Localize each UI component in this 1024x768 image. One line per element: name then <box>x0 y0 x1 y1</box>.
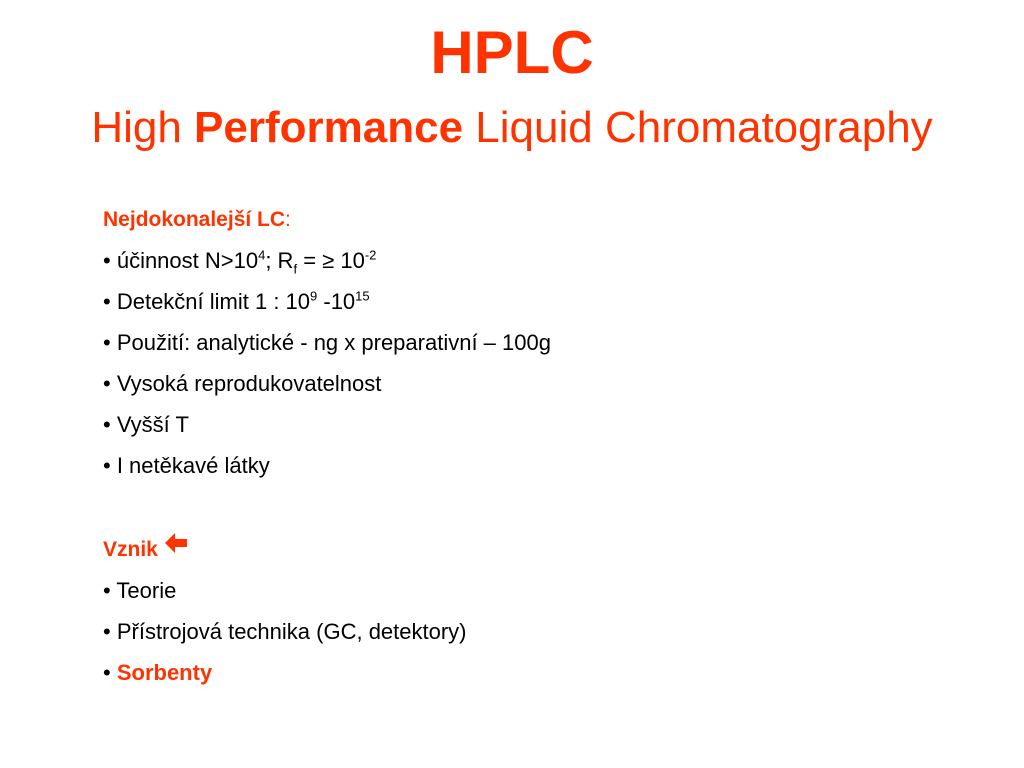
section-heading-origin <box>103 530 983 570</box>
sorbents-text: Sorbenty <box>116 660 213 686</box>
section-heading-text: Vznik <box>103 538 158 561</box>
retention-factor-value: = ≥ 10 <box>297 248 365 273</box>
section-heading-best-lc <box>103 200 983 240</box>
bullet-marker: • <box>103 578 111 604</box>
bullet-marker: • <box>103 453 111 478</box>
bullet-marker: • <box>103 371 111 396</box>
bullet-marker: • <box>103 619 111 645</box>
efficiency-exponent: 4 <box>258 247 266 263</box>
bullet-item-nonvolatile <box>103 445 983 486</box>
subtitle-part-high: High <box>91 103 195 152</box>
arrow-left-icon <box>164 528 188 568</box>
nonvolatile-text: I netěkavé látky <box>116 453 270 478</box>
bullet-marker: • <box>103 660 111 686</box>
slide-title: HPLC <box>430 19 594 86</box>
detection-exponent-low: 9 <box>310 288 318 304</box>
retention-factor-exponent: -2 <box>364 247 377 263</box>
reproducibility-text: Vysoká reprodukovatelnost <box>116 371 382 396</box>
bullet-item-detection-limit <box>103 281 983 322</box>
instrumentation-text: Přístrojová technika (GC, detektory) <box>116 619 467 645</box>
bullet-item-usage <box>103 322 983 363</box>
bullet-marker: • <box>103 330 111 355</box>
bullet-item-theory <box>103 570 983 611</box>
efficiency-text: účinnost N>10 <box>116 248 259 273</box>
bullet-item-temperature <box>103 404 983 445</box>
subtitle-part-performance: Performance <box>194 103 464 152</box>
slide-body <box>103 200 983 693</box>
temperature-text: Vyšší T <box>116 412 189 437</box>
section-heading-text: Nejdokonalejší LC <box>103 208 286 231</box>
retention-factor-subscript: f <box>293 261 298 277</box>
bullet-marker: • <box>103 248 111 273</box>
detection-range-text: -10 <box>317 289 356 314</box>
detection-exponent-high: 15 <box>355 288 370 304</box>
bullet-item-sorbents <box>103 652 983 693</box>
bullet-marker: • <box>103 289 111 314</box>
bullet-item-instrumentation <box>103 611 983 652</box>
retention-factor-text: ; R <box>265 248 294 273</box>
theory-text: Teorie <box>116 578 177 604</box>
detection-text: Detekční limit 1 : 10 <box>116 289 311 314</box>
slide-subtitle <box>0 100 1024 156</box>
bullet-item-efficiency <box>103 240 983 281</box>
subtitle-part-liquid-chromatography: Liquid Chromatography <box>463 103 933 152</box>
usage-text: Použití: analytické - ng x preparativní – 100g <box>116 330 551 355</box>
bullet-marker: • <box>103 412 111 437</box>
section-heading-colon: : <box>285 208 291 231</box>
section-spacer <box>103 486 983 530</box>
bullet-item-reproducibility <box>103 363 983 404</box>
